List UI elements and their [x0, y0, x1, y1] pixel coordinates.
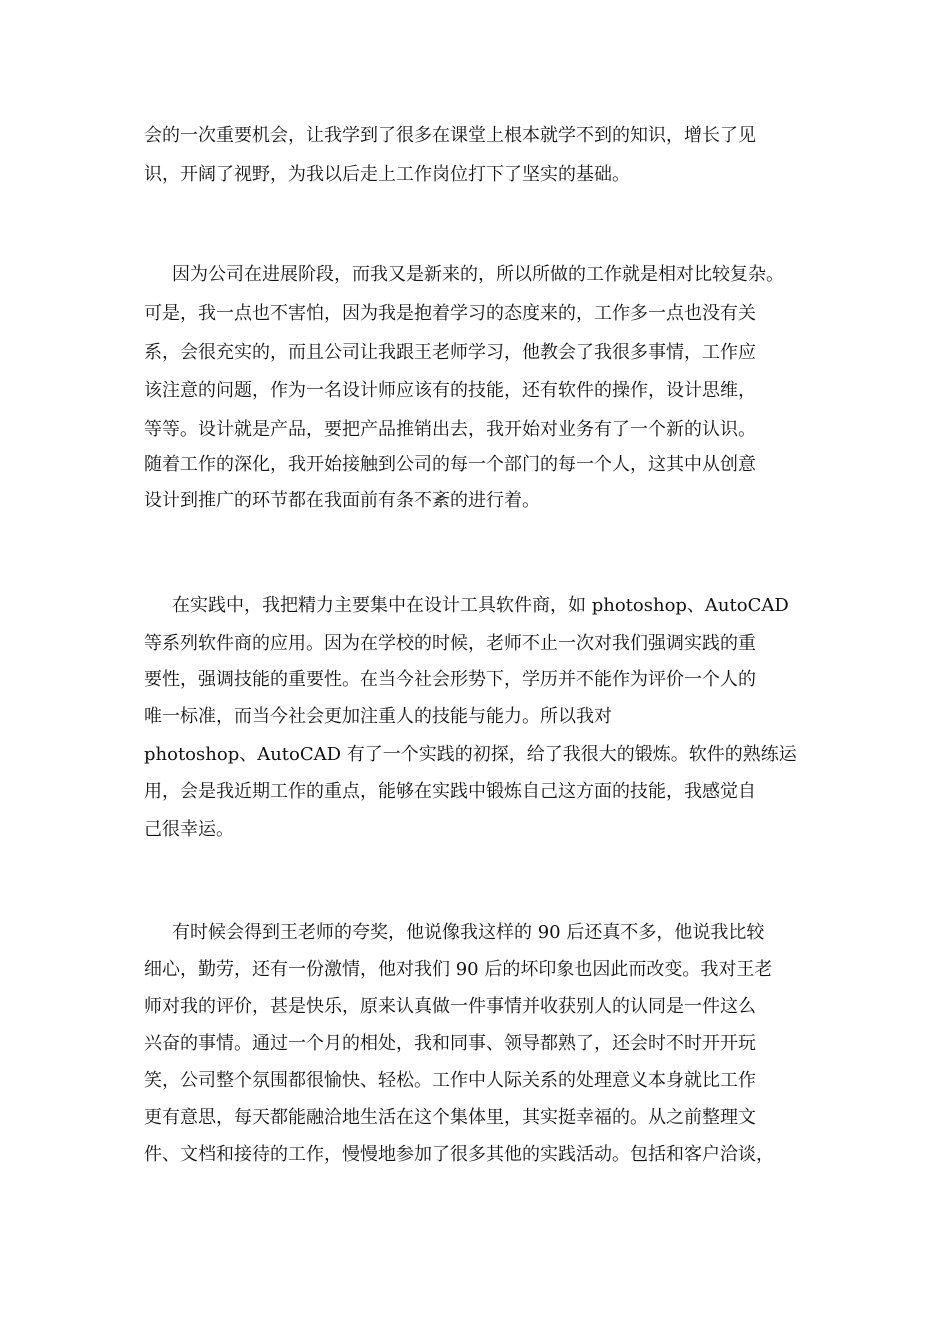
paragraph-4-line-5: 笑，公司整个氛围都很愉快、轻松。工作中人际关系的处理意义本身就比工作	[144, 1070, 756, 1091]
paragraph-4-line-1: 有时候会得到王老师的夸奖，他说像我这样的 90 后还真不多，他说我比较	[172, 922, 765, 943]
paragraph-2-line-2: 可是，我一点也不害怕，因为我是抱着学习的态度来的，工作多一点也没有关	[144, 303, 756, 324]
paragraph-4-line-2: 细心，勤劳，还有一份激情，他对我们 90 后的坏印象也因此而改变。我对王老	[144, 959, 773, 980]
paragraph-1-line-1: 会的一次重要机会，让我学到了很多在课堂上根本就学不到的知识，增长了见	[144, 125, 756, 146]
paragraph-2-line-7: 设计到推广的环节都在我面前有条不紊的进行着。	[144, 490, 540, 511]
paragraph-3-line-7: 己很幸运。	[144, 819, 234, 840]
paragraph-3-line-2: 等系列软件商的应用。因为在学校的时候，老师不止一次对我们强调实践的重	[144, 633, 756, 654]
paragraph-2-line-1: 因为公司在进展阶段，而我又是新来的，所以所做的工作就是相对比较复杂。	[172, 264, 784, 285]
paragraph-2-line-4: 该注意的问题，作为一名设计师应该有的技能，还有软件的操作，设计思维，	[144, 380, 756, 401]
paragraph-2-line-5: 等等。设计就是产品，要把产品推销出去，我开始对业务有了一个新的认识。	[144, 419, 756, 440]
paragraph-3-line-4: 唯一标准，而当今社会更加注重人的技能与能力。所以我对	[144, 706, 612, 727]
paragraph-3-line-1: 在实践中，我把精力主要集中在设计工具软件商，如 photoshop、AutoCAD	[172, 595, 789, 616]
paragraph-3-line-6: 用，会是我近期工作的重点，能够在实践中锻炼自己这方面的技能，我感觉自	[144, 781, 756, 802]
paragraph-2-line-3: 系，会很充实的，而且公司让我跟王老师学习，他教会了我很多事情，工作应	[144, 342, 756, 363]
paragraph-3-line-3: 要性，强调技能的重要性。在当今社会形势下，学历并不能作为评价一个人的	[144, 669, 756, 690]
paragraph-4-line-6: 更有意思，每天都能融洽地生活在这个集体里，其实挺幸福的。从之前整理文	[144, 1107, 756, 1128]
paragraph-2-line-6: 随着工作的深化，我开始接触到公司的每一个部门的每一个人，这其中从创意	[144, 454, 756, 475]
paragraph-4-line-3: 师对我的评价，甚是快乐，原来认真做一件事情并收获别人的认同是一件这么	[144, 996, 756, 1017]
paragraph-4-line-4: 兴奋的事情。通过一个月的相处，我和同事、领导都熟了，还会时不时开开玩	[144, 1033, 756, 1054]
paragraph-3-line-5: photoshop、AutoCAD 有了一个实践的初探，给了我很大的锻炼。软件的熟练运	[144, 744, 797, 765]
paragraph-4-line-7: 件、文档和接待的工作，慢慢地参加了很多其他的实践活动。包括和客户洽谈，	[144, 1144, 774, 1165]
paragraph-1-line-2: 识，开阔了视野，为我以后走上工作岗位打下了坚实的基础。	[144, 164, 630, 185]
